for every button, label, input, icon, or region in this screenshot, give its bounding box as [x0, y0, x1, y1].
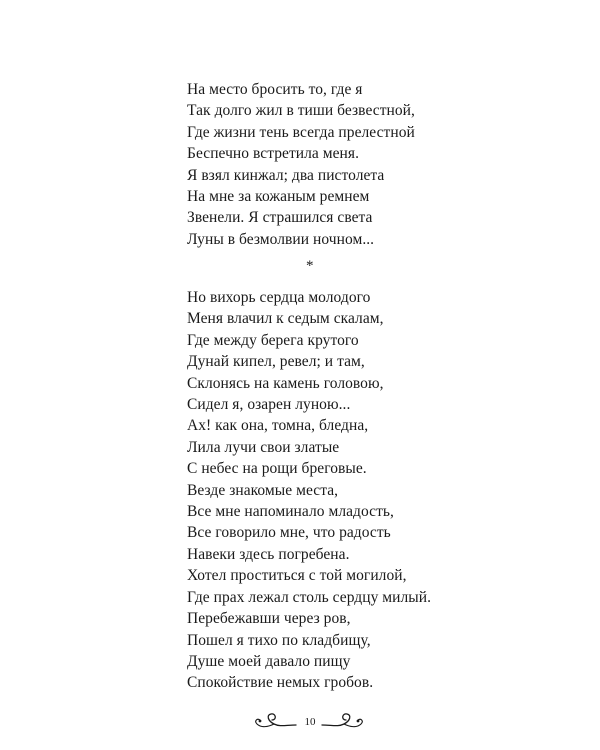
poem-line: Звенели. Я страшился света — [187, 209, 373, 227]
poem-line: Ах! как она, томна, бледна, — [187, 417, 369, 435]
poem-stanza-1 — [187, 79, 415, 250]
poem-line: Лила лучи свои златые — [187, 438, 340, 456]
poem-line: Везде знакомые места, — [187, 481, 339, 499]
poem-line: Все говорило мне, что радость — [187, 524, 391, 542]
poem-line: Спокойствие немых гробов. — [187, 674, 374, 692]
poem-line: Душе моей давало пищу — [187, 652, 351, 670]
poem-line: Навеки здесь погребена. — [187, 545, 350, 563]
poem-line: Все мне напоминало младость, — [187, 503, 394, 521]
poem-line: Меня влачил к седым скалам, — [187, 310, 384, 328]
poem-line: Где между берега крутого — [187, 331, 359, 349]
swirl-ornament-right-icon — [320, 711, 366, 733]
poem-line: Но вихорь сердца молодого — [187, 289, 371, 306]
poem-line: Сидел я, озарен луною... — [187, 396, 351, 414]
stanza-divider-asterisk: * — [306, 258, 314, 274]
poem-line: Так долго жил в тиши безвестной, — [187, 102, 415, 120]
poem-line: Склонясь на камень головою, — [187, 374, 384, 392]
poem-line: Дунай кипел, ревел; и там, — [187, 353, 365, 371]
poem-line: Беспечно встретила меня. — [187, 145, 359, 163]
poem-line: Где жизни тень всегда прелестной — [187, 123, 415, 141]
page-number: 10 — [304, 716, 316, 728]
poem-line: На место бросить то, где я — [187, 81, 363, 98]
poem-line: С небес на рощи бреговые. — [187, 460, 367, 478]
poem-stanza-2 — [187, 287, 431, 694]
poem-line: Перебежавши через ров, — [187, 610, 351, 628]
poem-line: Пошел я тихо по кладбищу, — [187, 631, 371, 649]
poem-line: Луны в безмолвии ночном... — [187, 230, 375, 248]
poem-line: Где прах лежал столь сердцу милый. — [187, 588, 432, 606]
poem-line: На мне за кожаным ремнем — [187, 188, 370, 206]
poem-line: Хотел проститься с той могилой, — [187, 567, 407, 585]
page-footer — [0, 711, 600, 735]
swirl-ornament-left-icon — [252, 711, 298, 733]
poem-line: Я взял кинжал; два пистолета — [187, 166, 385, 184]
